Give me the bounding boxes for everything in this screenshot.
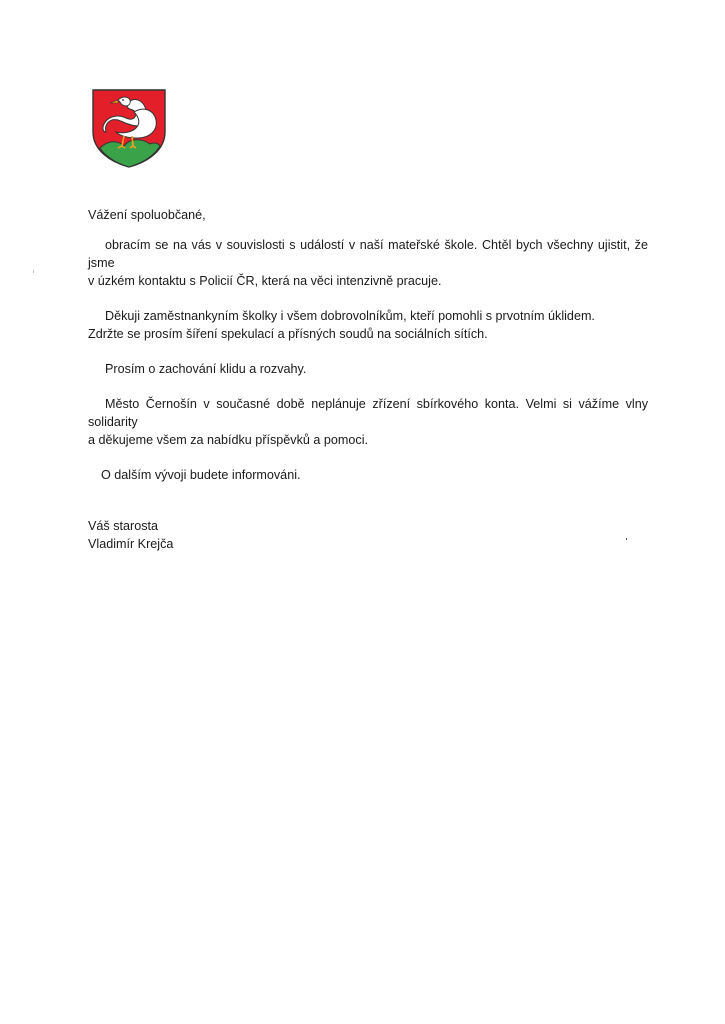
paragraph-line: Prosím o zachování klidu a rozvahy.: [105, 362, 307, 376]
paragraph-line: Město Černošín v současné době neplánuje zřízení sbírkového konta. Velmi si vážíme vlny solidarity: [88, 397, 648, 429]
letter-salutation: Vážení spoluobčané,: [88, 208, 206, 222]
signature-name: Vladimír Krejča: [88, 537, 174, 551]
letter-paragraph-2: [88, 307, 648, 343]
letter-paragraph-1: [88, 236, 648, 290]
paragraph-line: O dalším vývoji budete informováni.: [101, 468, 301, 482]
scan-speck: [626, 538, 627, 540]
paragraph-line: Zdržte se prosím šíření spekulací a přísných soudů na sociálních sítích.: [88, 327, 488, 341]
signature-title: Váš starosta: [88, 519, 158, 533]
paragraph-line: obracím se na vás v souvislosti s událostí v naší mateřské škole. Chtěl bych všechny ujistit, že jsme: [88, 238, 648, 270]
coat-of-arms-swan-icon: [90, 88, 168, 168]
letter-paragraph-3: [88, 360, 648, 378]
paragraph-line: v úzkém kontaktu s Policií ČR, která na věci intenzivně pracuje.: [88, 274, 442, 288]
letter-closing: [88, 517, 648, 553]
paragraph-line: a děkujeme všem za nabídku příspěvků a pomoci.: [88, 433, 369, 447]
scan-edge-mark: [33, 270, 34, 273]
paragraph-line: Děkuji zaměstnankyním školky i všem dobrovolníkům, kteří pomohli s prvotním úklidem.: [105, 309, 595, 323]
letter-paragraph-5: [88, 466, 648, 484]
letter-body: [88, 206, 648, 553]
letter-paragraph-4: [88, 395, 648, 449]
